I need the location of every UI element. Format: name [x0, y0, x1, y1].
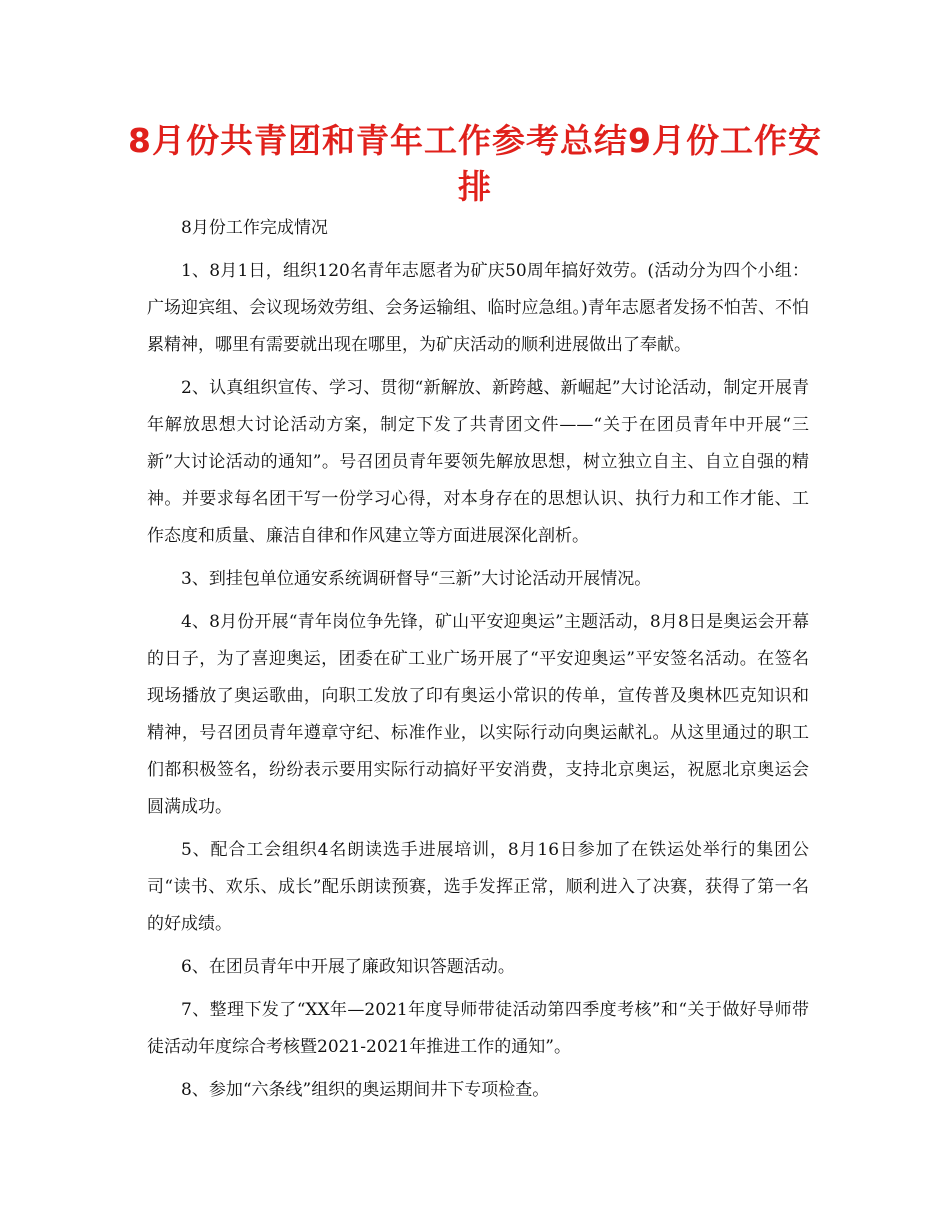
paragraph-item-2: 2、认真组织宣传、学习、贯彻“新解放、新跨越、新崛起”大讨论活动，制定开展青年解放思想大讨论活动方案，制定下发了共青团文件——“关于在团员青年中开展“三新”大讨论活动的通知”。号召团员青年要领先解放思想，树立独立自主、自立自强的精神。并要求每名团干写一份学习心得，对本身存在的思想认识、执行力和工作才能、工作态度和质量、廉洁自律和作风建立等方面进展深化剖析。 [147, 378, 809, 546]
paragraph-item-5: 5、配合工会组织4名朗读选手进展培训，8月16日参加了在铁运处举行的集团公司“读书、欢乐、成长”配乐朗读预赛，选手发挥正常，顺利进入了决赛，获得了第一名的好成绩。 [147, 840, 809, 934]
paragraph-item-3: 3、到挂包单位通安系统调研督导“三新”大讨论活动开展情况。 [181, 569, 652, 589]
paragraph-item-7: 7、整理下发了“XX年—2021年度导师带徒活动第四季度考核”和“关于做好导师带徒活动年度综合考核暨2021-2021年推进工作的通知”。 [147, 1000, 809, 1057]
paragraph-item-6: 6、在团员青年中开展了廉政知识答题活动。 [181, 957, 515, 977]
section-heading: 8月份工作完成情况 [181, 218, 328, 238]
paragraph-item-8: 8、参加“六条线”组织的奥运期间井下专项检查。 [181, 1080, 550, 1100]
document-title: 8月份共青团和青年工作参考总结9月份工作安排 [128, 121, 822, 206]
document-body [147, 210, 809, 1109]
paragraph-item-4: 4、8月份开展“青年岗位争先锋，矿山平安迎奥运”主题活动，8月8日是奥运会开幕的日子，为了喜迎奥运，团委在矿工业广场开展了“平安迎奥运”平安签名活动。在签名现场播放了奥运歌曲，向职工发放了印有奥运小常识的传单，宣传普及奥林匹克知识和精神，号召团员青年遵章守纪、标准作业，以实际行动向奥运献礼。从这里通过的职工们都积极签名，纷纷表示要用实际行动搞好平安消费，支持北京奥运，祝愿北京奥运会圆满成功。 [147, 612, 809, 817]
paragraph-item-1: 1、8月1日，组织120名青年志愿者为矿庆50周年搞好效劳。(活动分为四个小组：广场迎宾组、会议现场效劳组、会务运输组、临时应急组。)青年志愿者发扬不怕苦、不怕累精神，哪里有需要就出现在哪里，为矿庆活动的顺利进展做出了奉献。 [147, 261, 809, 355]
